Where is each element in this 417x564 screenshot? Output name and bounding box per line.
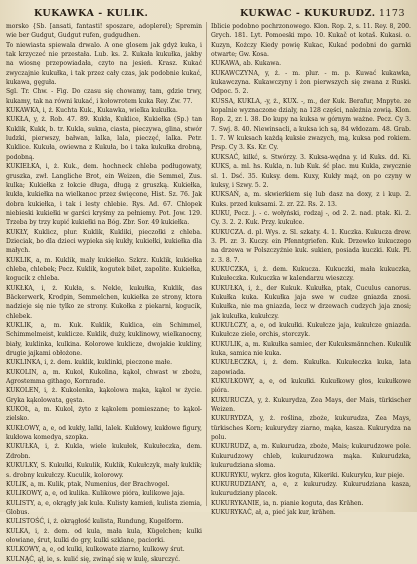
page-number: 1173 bbox=[378, 8, 405, 19]
dictionary-entry: KUKUŁECZKA, i, ż. dem. Kukułka. Kukułeczka kuka, lata zapowiada. bbox=[211, 359, 411, 376]
dictionary-entry: KULIKOWY, a, e, od kulika. Kulikowe pióra, kulikowe jaja. bbox=[6, 490, 185, 498]
dictionary-entry: KUKSAŃ, a, m. skwierkiem się lub dasz na doxy, z i kup. 2. Kuks. przed kuksami. 2. zr. 22. Rs. 2. 13. bbox=[211, 191, 411, 208]
dictionary-entry: morsko {Sb. [ansati, fantasti! sposzare, adoplerel); Spremin wie ber Gudgut, Gudgut rufen, gudgudhen. bbox=[6, 23, 202, 40]
dictionary-entry: KUKŁKA, i, ż. Kukła, s. Nekle, kukułka, Kuklik, das Bäckerwerk, Krodpin, Semmelchen, kukiełka ze strony, ktora nadzieje się nie tylko ze strony. Kukołka z piekarni, kogucik, chlebek. bbox=[6, 284, 202, 320]
dictionary-entry: KUKLIK, a, m. Kuklik, maly kukiełko. Szkrz. Kuklik, kukiełka chleba, chlebek; Pecz. Kuklik, kogutek bilet, zapolite. Kukiełka, kogucik z chleba. bbox=[6, 256, 202, 283]
dictionary-entry: KUKAWCZYNA, y, ż. - m. plur. - m. p. Kuwać kukawka, kukawczyna. Kukawczyny i żon pierwszych się zwana z Ruski. Odpoc. 5. 2. bbox=[211, 69, 411, 96]
dictionary-entry: Sgl. Tr. Chw. - Fig. Do czasu się chowamy, tam, gdzie trwy, kukamy, tak na równi kukać, i kołowrotem kuka Rey. Zw. 77. bbox=[6, 88, 202, 105]
column-divider bbox=[206, 22, 207, 506]
dictionary-entry: KUKAWA, ab. Kukawa. bbox=[211, 60, 282, 68]
dictionary-entry: KUKURYDZA, y, ż. roślina, zboże, kukurudza, Zea Mays, türkisches Korn; kukurydzy ziarno, mąka, kasza. Kukurydza na polu. bbox=[211, 415, 411, 442]
left-running-head: KUKAWKA - KULIK. bbox=[34, 8, 149, 19]
dictionary-entry: KUKURUDZ, a, m. Kukurudza, zboże, Mais; kukurudzowe pole. Kukurudzowy chleb, kukurudzowa mąka. Kukurudzka, kukurudziana słoma. bbox=[211, 443, 411, 470]
dictionary-entry: KUKOLEN, i, ż. Kukolenka, kąkolowa mąka, kąkol w życie. Gryka kąkolowata, gęsta. bbox=[6, 387, 202, 404]
dictionary-entry: KUKLINKA, i, ż. dem. kuklik, kuklinki, pieczone małe. bbox=[6, 359, 173, 367]
right-column bbox=[211, 22, 411, 516]
dictionary-entry: KUKOŁ, a, m. Kukol, żyto z kąkolem pomieszane; to kąkol-zielsko. bbox=[6, 406, 202, 423]
dictionary-entry: KUKUŁKA, i, ż., der Kukuk. Kukułka, ptak, Cuculus canorus. Kukułka kuka. Kukułka jaja swe w cudze gniazda znosi. Kukułka, nie ma gniazda, lecz w drzewach cudzych jaja znosi; jak kukułka, kukułczy. bbox=[211, 284, 411, 320]
dictionary-entry: KUKOLIN, a, m. Kukol, Kukolina, kąkol, chwast w zbożu, Agrostemma githago, Kornrade. bbox=[6, 368, 202, 386]
dictionary-entry: KUKŁA, y, ż. Rob. 47. 89. Kukła, Kuklice, Kukiełka (Sp.) tan Kuklik, Kukk, b. tr. Kukla, sukna, ciasta, pieczywa, glina, stwór ludzki, pierwszy, bałwan, lalka, lala, pieczęć, lalka. Petr. Kuklice. Kukuła, owiewna z Kukuła, bo i taka kukułka drobną, podobną. bbox=[6, 116, 202, 161]
dictionary-entry: KUKULIK, a, m. Kukułka samiec, der Kukuksmännchen. Kukulik kuka, samica nie kuka. bbox=[211, 340, 411, 358]
dictionary-entry: KUKUŁCZY, a, e, od kukułki. Kukułcze jaja, kukułcze gniazda. Kukułcze ziele, orchis, storczyk. bbox=[211, 322, 411, 339]
page-header bbox=[8, 6, 409, 20]
dictionary-entry: KULKA, i, ż. dem. od kula, mała kula, Kügelchen; kulki ołowiane, śrut, kulki do gry, kulki szklane, paciorki. bbox=[6, 527, 202, 544]
dictionary-entry: KULKOWY, a, e, od kulki, kulkowate ziarno, kulkowy śrut. bbox=[6, 546, 185, 554]
right-running-head: KUKWAC - KUKURUDZ. bbox=[240, 8, 376, 19]
dictionary-entry: KUKUŁKA, i, ż. Kukla, wiele kukułek, Kukułeczka, dem. Zdrobn. bbox=[6, 443, 202, 460]
left-column bbox=[6, 22, 202, 563]
dictionary-entry: KUKŁY, Kuklicz, plur. Kuklik, Kukliki, pieczołki z chleba. Dzieciak, bo dla dzieci wypieka się kukły, kukiełki, kukiełka dla małych. bbox=[6, 228, 202, 255]
dictionary-entry: To niewiasta spiewala drwalo. A one glosem jak gdyż kuka, i tak krzyczeć nie przestała. Lub. ks. 2. Kukała kukułka, jakby na wiosnę przepowiadała, czyto na jesień. Krasz. Kukać zwyczajnie kukułka, i tak przez cały czas, jak podobnie kukać, kukawa, gęguła. bbox=[6, 41, 202, 87]
dictionary-entry: KULIK, a, m. Kulik, ptak, Numenius, der Brachvogel. bbox=[6, 480, 170, 488]
dictionary-entry: KUKURUDZIANY, a, e, z kukurudzy. Kukurudziana kasza, kukurudziany placek. bbox=[211, 480, 411, 498]
dictionary-entry: KUKURUCZA, y, ż. Kukurydza, Zea Mays, der Mais, türkischer Weizen. bbox=[211, 396, 411, 414]
dictionary-entry: KULISTY, a, e, okrągły jak kula. Kulisty kamień, kulista ziemia, Globus. bbox=[6, 499, 202, 516]
dictionary-entry: KUKŁOWY, a, e, od kukły, lalki, lalek. Kukłowy, kukłowe figury, kukłowa komedya, szopka. bbox=[6, 424, 202, 442]
dictionary-entry: KUKIEŁKA, i, ż. Kuk., dem. hochneck chleba podługowaty, gruszka, zwł. Langliche Brot, ein Weizen, die Semmel, Zus. kulka; Kukiełka z łokcie długa, długą z gruszką. Kukiełka, kukła, kukiełka na wielkanoc przez święcone, Hist. Sz. 76. Jak dobra kukiełka, i tak i lesty chlebie. Rys. Ad. 67. Chlopek niebieski kukiełki w garści kryśmy za pełniemy. Pot. Jow. 129. Trzeba by trzy kupić kukiełki na Bóg. Zbr. Sor. 49 kukiełka. bbox=[6, 163, 202, 227]
dictionary-entry: KULNĄĆ, ął, ie, s. kulić się, zwinąć się w kulę, skurczyć. bbox=[6, 555, 181, 563]
dictionary-entry: KUKUCZKA, i, ż. dem. Kukucza. Kukuczki, mała kukuczka, Kukułeczka. Kukuczka w kalendarzu wieszczy. bbox=[211, 265, 411, 283]
dictionary-entry: KUKLIK, a, m. Kuk. Kuklik, Kuklica, ein Schimmel, Schimmelmeist, kuklicze. Kuklik, duży, kuklinowy, wielkanocny, biały, kuklinka, kulkina. Kolorowe kuklicze, dwojakie kukliny, drugie jajkami obłożone. bbox=[6, 322, 202, 358]
dictionary-entry: KUKU, Pecz. j. - c. wołyński, rodzaj -, od 2. 2. nad. ptak. Ki. 2. Cy. 3. 2. 2. Kuk. Przy. kukułce. bbox=[211, 209, 411, 227]
dictionary-entry: KUKURYKAĆ, ał, a, pieć jak kur, krähen. bbox=[211, 508, 336, 516]
dictionary-entry: KULISTOŚĆ, i, ż. okrągłość kulista, Rundung, Kugelform. bbox=[6, 518, 184, 526]
dictionary-entry: KUKUCZA. d. pl. Wys. z. Sl. szkaty. 4. 1. Kuczka. Kukucza drew. 3. Pl. zr. 3. Kuczy. ein Pfenntgriefen. Kuk. Drzewko kukuczego na drzewa w Polszczyźnie kuk. sukien, posiada kuczki. Kuk. Pl. z. 3. 8. 7. bbox=[211, 228, 411, 264]
dictionary-entry: KUSSA, KUKLA, -y, ż., KUX. -, m., der Kuk. Berafur, Mnpyte. ze kopalnie wyznaczone dzialy, na 128 części, należnia zowią. Klon. Rop. 2, zr. l. 38. Do kupy na kuksa w górnym ważne. Pecz. Cy 3. 7. Swj. 8. 40. Niewinsacli, a kuksa ich są, 84 włdozam. 48. Grab. 1. 7. W kuksach każdą kuksie zwazych, mą, kuksa pod rokiem. Prsp. Cy 3. Ks. Kr. Cy. bbox=[211, 97, 411, 152]
dictionary-entry: KUKULKY, S. Kukulki, Kukulik, Kuklik, Kukułczyk, mały kuklik; s. drobny kukułczy. Kuculik, kolorowy. bbox=[6, 462, 202, 479]
dictionary-entry: KUKSAĆ, kilkć, s. Stwórzy. 3. Kuksa-wędna y. id Kuks. dd. Ki. KUKS, a. ml. hs. Kukla, n. lub Kuk. ść plac. mu Kukla, zwycznie sl. 1. Dsć. 35. Kuksy. dem. Kuxy, Kukły mąż, on po czyny w kuksy, i Szwy. 5. 2. bbox=[211, 153, 411, 189]
dictionary-entry: Iblicie podobno pochrzonowego. Klon. Rop. 2, s. 11. Rey. 8, 200. Grych. 181. Lyt. Pomoeski mpo. 10. Kukač ot kotaš. Kukasi. o. Kuzyn, Kożczy Kiedy powię Kukac, Kukać podobni do garnki otwarte; Gw. Kosa. bbox=[211, 23, 411, 59]
dictionary-entry: KUKAWKA, i, ż. Kuchta Kuk., Kukawka, wielka kukułka. bbox=[6, 107, 178, 115]
dictionary-entry: KUKUŁKOWY, a, e, od kukułki. Kukułkowy głos, kukułkowe pióra. bbox=[211, 378, 411, 395]
dictionary-entry: KUKURYKANIE, ia, n. pianie koguta, das Krähen. bbox=[211, 499, 364, 507]
dictionary-entry: KUKURYKU, wykrz. głos koguta, Kikeriki. Kukuryku, kur pieje. bbox=[211, 471, 405, 479]
